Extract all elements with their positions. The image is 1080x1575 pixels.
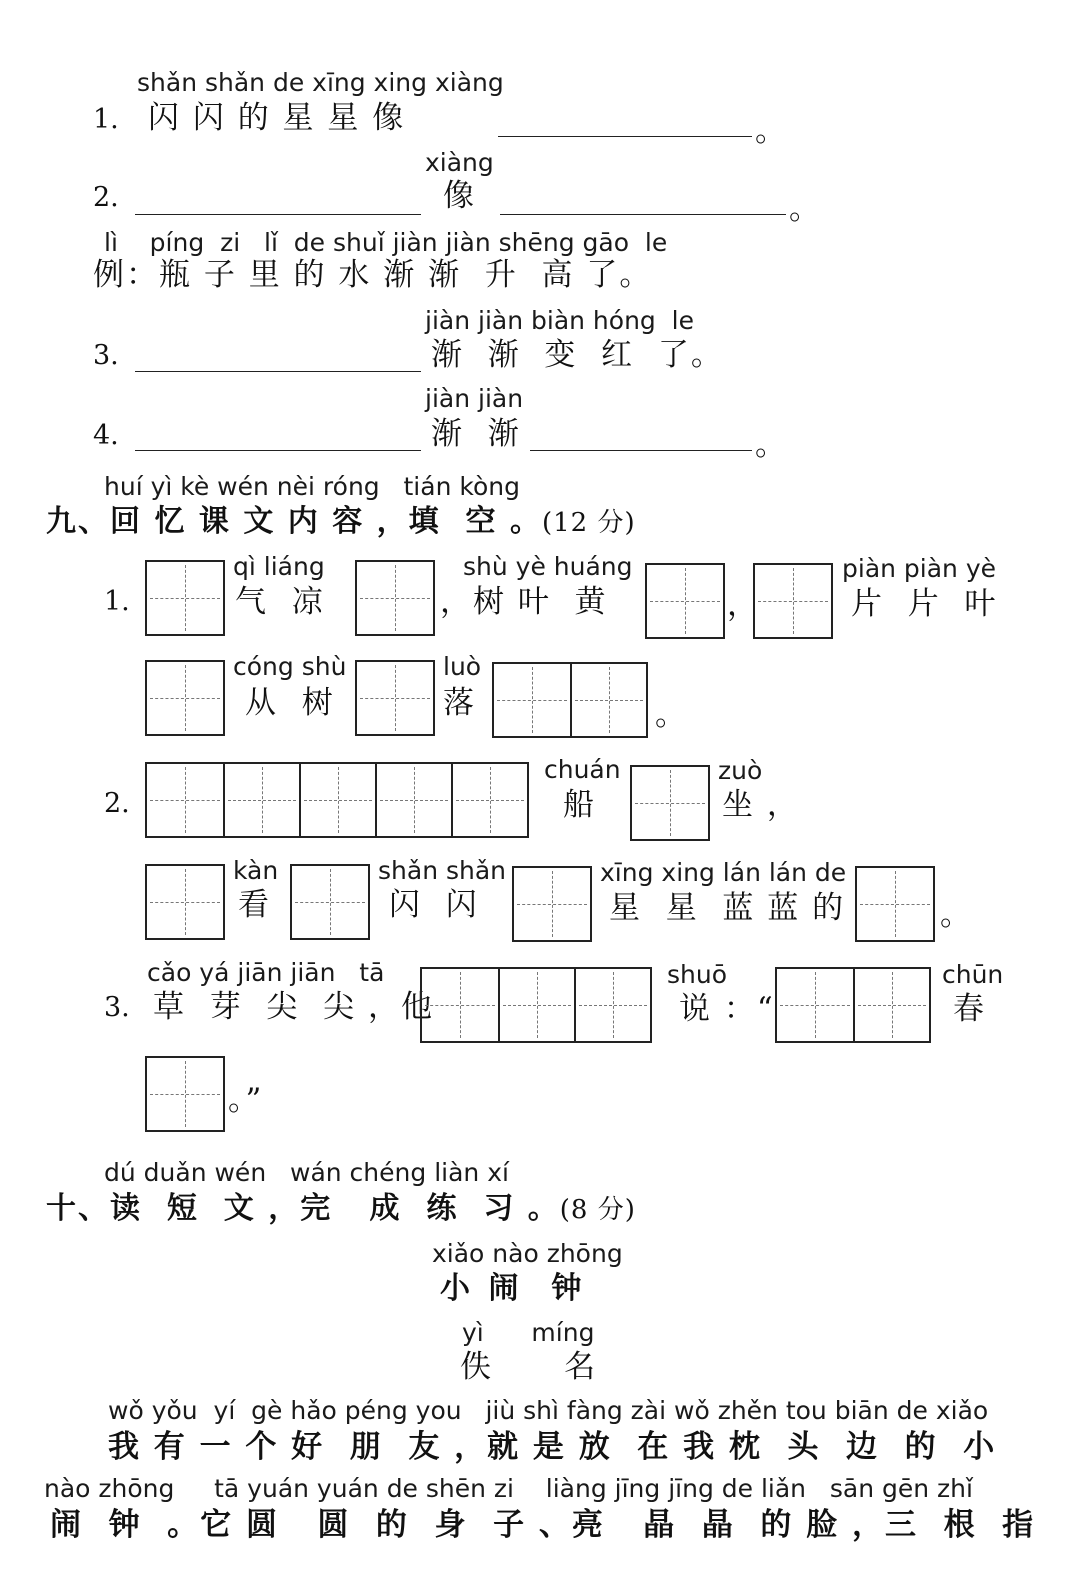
grid-cell[interactable] bbox=[570, 664, 646, 736]
section-9-pinyin: huí yì kè wén nèi róng tián kòng bbox=[104, 472, 520, 501]
grid-cell[interactable] bbox=[422, 969, 498, 1041]
sentence-2-blank-b[interactable] bbox=[500, 214, 786, 215]
q3-grid-1[interactable] bbox=[420, 967, 652, 1043]
q1-text-d: 从 树 bbox=[245, 685, 335, 721]
grid-cell[interactable] bbox=[632, 767, 708, 839]
q1-grid-7[interactable] bbox=[492, 662, 648, 738]
sentence-4-end: 。 bbox=[755, 427, 788, 463]
grid-cell[interactable] bbox=[574, 969, 650, 1041]
q2-pinyin-e: xīng xing lán lán de bbox=[600, 858, 847, 887]
story-title: 小 闹 钟 bbox=[440, 1271, 586, 1306]
grid-cell[interactable] bbox=[147, 562, 223, 634]
sentence-4-number: 4. bbox=[93, 420, 119, 451]
sentence-3-blank[interactable] bbox=[135, 371, 421, 372]
sentence-3-text: 渐 渐 变 红 了。 bbox=[431, 337, 724, 373]
q3-grid-2[interactable] bbox=[775, 967, 931, 1043]
grid-cell[interactable] bbox=[755, 565, 831, 637]
section-9-title: 九、回 忆 课 文 内 容 ，填 空 。 bbox=[46, 504, 542, 539]
q1-pinyin-c: piàn piàn yè bbox=[842, 554, 997, 583]
q2-grid-2[interactable] bbox=[630, 765, 710, 841]
q2-text-a: 船 bbox=[563, 787, 596, 823]
sentence-2-number: 2. bbox=[93, 182, 119, 213]
passage-line-2: 闹 钟 。它 圆 圆 的 身 子 、亮 晶 晶 的 脸 ，三 根 指 bbox=[50, 1507, 1036, 1543]
section-9-heading bbox=[46, 504, 636, 539]
grid-cell[interactable] bbox=[147, 764, 223, 836]
q1-grid-4[interactable] bbox=[753, 563, 833, 639]
grid-cell[interactable] bbox=[357, 562, 433, 634]
section-10-pinyin: dú duǎn wén wán chéng liàn xí bbox=[104, 1158, 509, 1187]
q2-pinyin-b: zuò bbox=[718, 756, 763, 785]
q3-pinyin-c: chūn bbox=[942, 960, 1004, 989]
grid-cell[interactable] bbox=[147, 662, 223, 734]
q2-grid-4[interactable] bbox=[290, 864, 370, 940]
q3-number: 3. bbox=[104, 992, 130, 1023]
q1-pinyin-e: luò bbox=[443, 652, 482, 681]
grid-cell[interactable] bbox=[451, 764, 527, 836]
sentence-4-text: 渐 渐 bbox=[431, 416, 521, 452]
section-10-heading bbox=[46, 1191, 636, 1226]
passage-line-1-pinyin: wǒ yǒu yí gè hǎo péng you jiù shì fàng zài wǒ zhěn tou biān de xiǎo bbox=[108, 1396, 989, 1425]
author-pinyin: yì míng bbox=[462, 1318, 595, 1347]
passage-line-2-pinyin: nào zhōng tā yuán yuán de shēn zi liàng jīng jīng de liǎn sān gēn zhǐ bbox=[44, 1474, 973, 1503]
q1-grid-5[interactable] bbox=[145, 660, 225, 736]
q2-text-c: 看 bbox=[238, 887, 271, 923]
q2-end: 。 bbox=[940, 897, 973, 933]
sentence-1-end: 。 bbox=[755, 113, 788, 149]
sentence-4-pinyin: jiàn jiàn bbox=[425, 384, 524, 413]
q2-number: 2. bbox=[104, 788, 130, 819]
q3-grid-3[interactable] bbox=[145, 1056, 225, 1132]
grid-cell[interactable] bbox=[498, 969, 574, 1041]
q1-grid-2[interactable] bbox=[355, 560, 435, 636]
q2-pinyin-a: chuán bbox=[544, 755, 621, 784]
q2-pinyin-d: shǎn shǎn bbox=[378, 856, 507, 885]
q1-number: 1. bbox=[104, 586, 130, 617]
q2-grid-1[interactable] bbox=[145, 762, 529, 838]
sentence-2-blank-a[interactable] bbox=[135, 214, 421, 215]
q1-text-c: 片 片 叶 bbox=[851, 586, 998, 622]
q2-grid-3[interactable] bbox=[145, 864, 225, 940]
grid-cell[interactable] bbox=[853, 969, 929, 1041]
q1-text-e: 落 bbox=[443, 685, 476, 721]
grid-cell[interactable] bbox=[147, 1058, 223, 1130]
grid-cell[interactable] bbox=[292, 866, 368, 938]
q3-pinyin-b: shuō bbox=[667, 960, 728, 989]
sentence-4-blank-b[interactable] bbox=[530, 450, 752, 451]
grid-cell[interactable] bbox=[857, 868, 933, 940]
q1-text-a: 气 凉 bbox=[235, 584, 325, 620]
sentence-2-text: 像 bbox=[443, 178, 476, 214]
q2-text-d: 闪 闪 bbox=[389, 887, 479, 923]
passage-line-1: 我 有 一 个 好 朋 友 ，就 是 放 在 我 枕 头 边 的 小 bbox=[108, 1429, 997, 1465]
sentence-2-end: 。 bbox=[789, 191, 822, 227]
q1-grid-1[interactable] bbox=[145, 560, 225, 636]
q1-comma: ， bbox=[727, 587, 760, 623]
example-text: 例：瓶 子 里 的 水 渐 渐 升 高 了。 bbox=[93, 257, 653, 293]
q2-text-e: 星 星 蓝 蓝 的 bbox=[609, 890, 846, 926]
section-10-score: (8 分) bbox=[559, 1195, 636, 1225]
q1-end: 。 bbox=[655, 697, 688, 733]
q1-grid-6[interactable] bbox=[355, 660, 435, 736]
section-9-score: (12 分) bbox=[542, 508, 636, 538]
q2-text-b: 坐 ， bbox=[722, 787, 800, 823]
grid-cell[interactable] bbox=[223, 764, 299, 836]
example-pinyin: lì píng zi lǐ de shuǐ jiàn jiàn shēng gāo le bbox=[104, 228, 668, 257]
author: 佚 名 bbox=[460, 1349, 598, 1385]
q3-text-b: 说 ：“ bbox=[679, 991, 775, 1027]
q2-pinyin-c: kàn bbox=[233, 856, 279, 885]
sentence-1-number: 1. bbox=[93, 104, 119, 135]
grid-cell[interactable] bbox=[299, 764, 375, 836]
q2-grid-6[interactable] bbox=[855, 866, 935, 942]
q1-text-b: ，树 叶 黄 bbox=[440, 584, 608, 620]
q2-grid-5[interactable] bbox=[512, 866, 592, 942]
q3-end: 。” bbox=[228, 1082, 264, 1118]
grid-cell[interactable] bbox=[777, 969, 853, 1041]
story-title-pinyin: xiǎo nào zhōng bbox=[432, 1239, 623, 1268]
q1-pinyin-b: shù yè huáng bbox=[463, 552, 633, 581]
q3-text-c: 春 bbox=[953, 991, 986, 1027]
section-10-title: 十、读 短 文 ，完 成 练 习 。 bbox=[46, 1191, 560, 1226]
sentence-1-blank[interactable] bbox=[498, 136, 752, 137]
sentence-3-number: 3. bbox=[93, 340, 119, 371]
q3-pinyin-a: cǎo yá jiān jiān tā bbox=[147, 958, 385, 987]
grid-cell[interactable] bbox=[147, 866, 223, 938]
grid-cell[interactable] bbox=[357, 662, 433, 734]
q1-grid-3[interactable] bbox=[645, 563, 725, 639]
sentence-2-pinyin: xiàng bbox=[425, 148, 494, 177]
q3-text-a: 草 芽 尖 尖 ，他 bbox=[153, 989, 434, 1025]
grid-cell[interactable] bbox=[647, 565, 723, 637]
grid-cell[interactable] bbox=[494, 664, 570, 736]
sentence-1-text: 闪 闪 的 星 星 像 bbox=[148, 100, 406, 136]
sentence-3-pinyin: jiàn jiàn biàn hóng le bbox=[425, 306, 695, 335]
sentence-1-pinyin: shǎn shǎn de xīng xing xiàng bbox=[137, 68, 504, 97]
grid-cell[interactable] bbox=[514, 868, 590, 940]
q1-pinyin-d: cóng shù bbox=[233, 652, 347, 681]
q1-pinyin-a: qì liáng bbox=[233, 552, 325, 581]
sentence-4-blank-a[interactable] bbox=[135, 450, 421, 451]
grid-cell[interactable] bbox=[375, 764, 451, 836]
